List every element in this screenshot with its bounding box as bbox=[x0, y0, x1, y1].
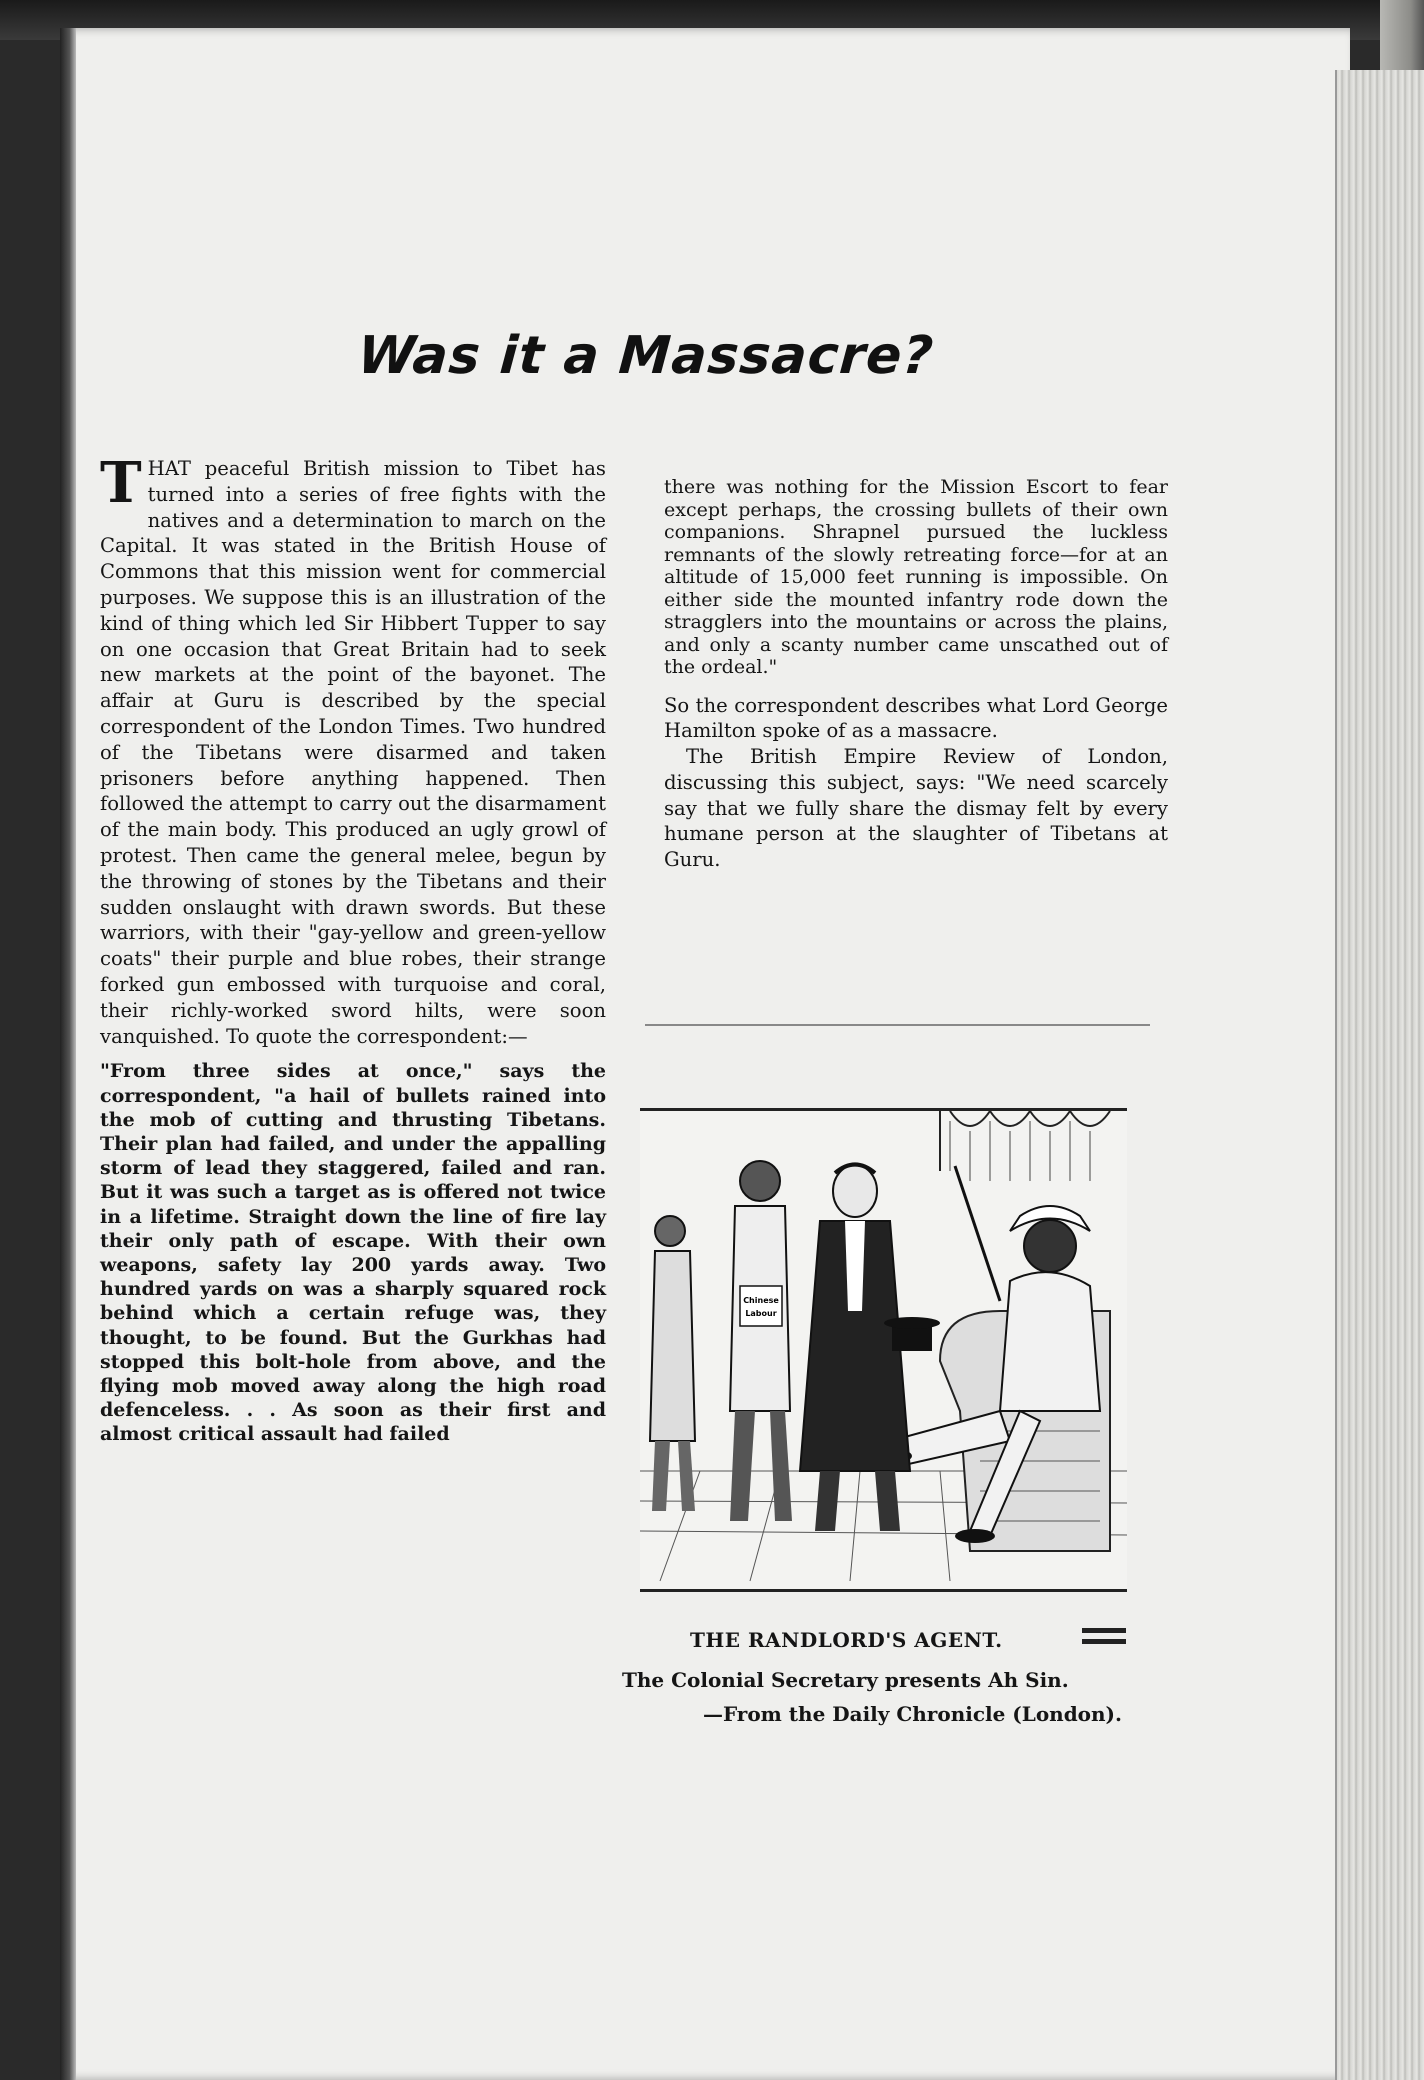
column-divider-rule bbox=[645, 1024, 1150, 1026]
labour-sign-text: Chinese bbox=[743, 1296, 779, 1305]
caption-ornament bbox=[1082, 1628, 1126, 1658]
right-paragraph-2: So the correspondent describes what Lord George Hamilton spoke of as a massacre. bbox=[664, 693, 1168, 743]
right-quote-continuation: there was nothing for the Mission Escort to fear except perhaps, the crossing bullets of their own companions. Shrapnel pursued the luckless remnants of the slowly retreating force—for at an altitude of 15,000 feet running is impossible. On either side the mounted infantry rode down the stragglers into the mountains or across the plains, and only a scanty number came unscathed out of the ordeal." bbox=[664, 476, 1168, 678]
drop-cap: T bbox=[100, 450, 142, 516]
labour-sign-text-2: Labour bbox=[745, 1309, 777, 1318]
cartoon-caption-source: —From the Daily Chronicle (London). bbox=[702, 1702, 1122, 1726]
article-right-column bbox=[664, 476, 1168, 873]
article-left-column bbox=[100, 450, 606, 1447]
page-stack-edge bbox=[1335, 70, 1424, 2080]
left-quote-paragraph: "From three sides at once," says the correspondent, "a hail of bullets rained into the mob of cutting and thrusting Tibetans. Their plan had failed, and under the appalling storm of lead they staggered, failed and ran. But it was such a target as is offered not twice in a lifetime. Straight down the line of fire lay their only path of escape. With their own weapons, safety lay 200 yards away. Two hundred yards on was a sharply squared rock behind which a certain refuge was, they thought, to be found. But the Gurkhas had stopped this bolt-hole from above, and the flying mob moved away along the high road defenceless. . . As soon as their first and almost critical assault had failed bbox=[100, 1060, 606, 1446]
right-paragraph-3: The British Empire Review of London, discussing this subject, says: "We need scarcely say that we fully share the dismay felt by every humane person at the slaughter of Tibetans at Guru. bbox=[664, 745, 1168, 872]
cartoon-caption-title: THE RANDLORD'S AGENT. bbox=[690, 1628, 1003, 1652]
article-title: Was it a Massacre? bbox=[355, 326, 936, 386]
left-paragraph bbox=[100, 450, 606, 1049]
cartoon-illustration bbox=[640, 1108, 1127, 1592]
cartoon-drawing bbox=[640, 1111, 1127, 1583]
cartoon-caption-line-1: The Colonial Secretary presents Ah Sin. bbox=[622, 1668, 1069, 1692]
page-binding bbox=[60, 28, 76, 2080]
left-paragraph-text: HAT peaceful British mission to Tibet has turned into a series of free fights with the natives and a determination to march on the Capital. It was stated in the British House of Commons that this mission went for commercial purposes. We suppose this is an illustration of the kind of thing which led Sir Hibbert Tupper to say on one occasion that Great Britain had to seek new markets at the point of the bayonet. The affair at Guru is described by the special correspondent of the London Times. Two hundred of the Tibetans were disarmed and taken prisoners before anything happened. Then followed the attempt to carry out the disarmament of the main body. This produced an ugly growl of protest. Then came the general melee, begun by the throwing of stones by the Tibetans and their sudden onslaught with drawn swords. But these warriors, with their "gay-yellow and green-yellow coats" their purple and blue robes, their strange forked gun embossed with turquoise and coral, their richly-worked sword hilts, were soon vanquished. To quote the correspondent:— bbox=[100, 457, 606, 1048]
